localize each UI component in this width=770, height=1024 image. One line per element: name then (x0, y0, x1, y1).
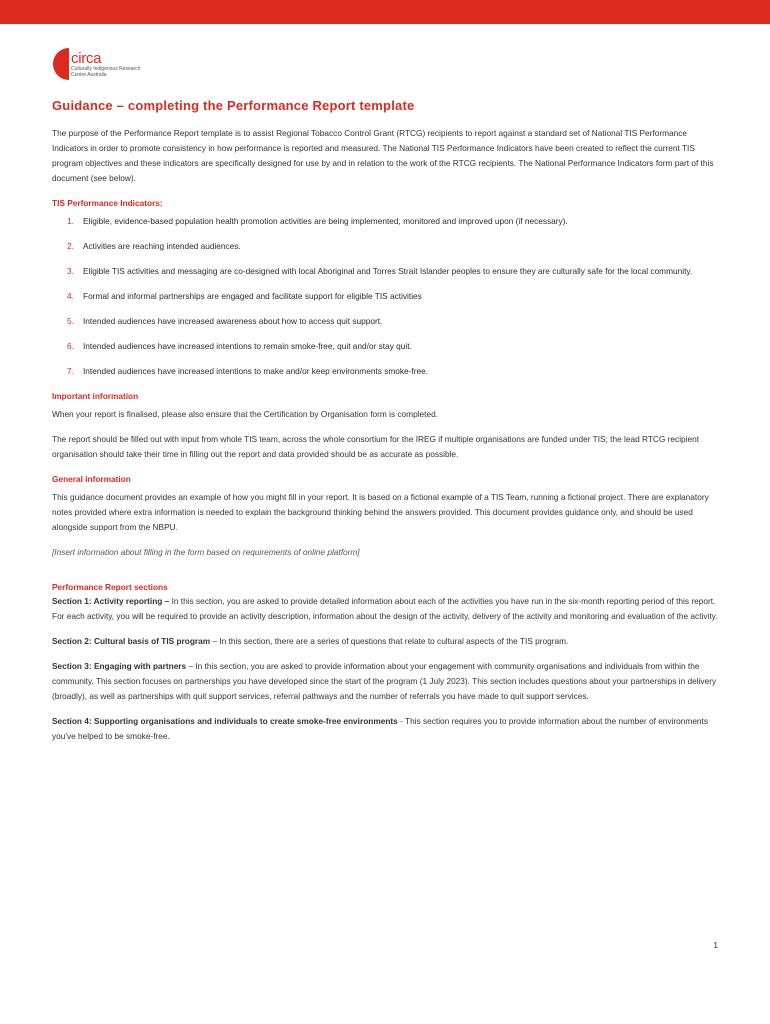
list-number: 4. (67, 291, 74, 301)
list-text: Intended audiences have increased intentions to make and/or keep environments smoke-free. (83, 366, 428, 376)
sections-heading: Performance Report sections (52, 582, 168, 592)
indicators-heading: TIS Performance Indicators: (52, 198, 163, 208)
page-title: Guidance – completing the Performance Report template (52, 98, 415, 113)
section-1-paragraph (52, 594, 718, 624)
logo-wordmark: circa (71, 50, 102, 67)
header-bar (0, 0, 770, 24)
indicators-list (52, 214, 718, 379)
important-heading: Important information (52, 391, 139, 401)
document-body (52, 98, 718, 754)
list-item (52, 289, 718, 304)
list-item (52, 214, 718, 229)
section-2-text: – In this section, there are a series of questions that relate to cultural aspects of the TIS program. (210, 636, 569, 646)
list-item (52, 239, 718, 254)
important-paragraph-2: The report should be filled out with input from whole TIS team, across the whole consortium for the IREG if multiple organisations are funded under TIS; the lead RTCG recipient organisation should take their time in filling out the report and data provided should be as accurate as possible. (52, 434, 700, 459)
section-3-label: Section 3: Engaging with partners (52, 661, 187, 671)
general-heading: General information (52, 474, 131, 484)
list-item (52, 264, 718, 279)
placeholder-note: [Insert information about filling in the form based on requirements of online platform] (52, 547, 360, 557)
section-2-label: Section 2: Cultural basis of TIS program (52, 636, 211, 646)
section-1-text: In this section, you are asked to provide detailed information about each of the activities you have run in the six-month reporting period of this report. For each activity, you will be required to provide an activity description, information about the design of the activity, delivery of the activity and monitoring and evaluation of the activity. (52, 596, 718, 621)
list-item (52, 314, 718, 329)
list-number: 2. (67, 241, 74, 251)
list-item (52, 339, 718, 354)
list-number: 5. (67, 316, 74, 326)
section-4-text: - This section requires you to provide information about the number of environments you've helped to be smoke-free. (52, 716, 709, 741)
list-number: 6. (67, 341, 74, 351)
list-text: Eligible, evidence-based population health promotion activities are being implemented, monitored and improved upon (if necessary). (83, 216, 568, 226)
logo-subtitle: Culturally Indigenous Research Centre Australia (71, 66, 141, 78)
intro-paragraph: The purpose of the Performance Report template is to assist Regional Tobacco Control Grant (RTCG) recipients to report against a standard set of National TIS Performance Indicators in order to promote consistency in how performance is reported and measured. The National TIS Performance Indicators have been created to reflect the current TIS program objectives and these indicators are specifically designed for use by and in relation to the work of the RTCG recipients. The National Performance Indicators form part of this document (see below). (52, 128, 714, 183)
section-4-paragraph (52, 714, 718, 744)
list-text: Intended audiences have increased intentions to remain smoke-free, quit and/or stay quit. (83, 341, 412, 351)
logo-mark-icon (52, 46, 72, 82)
section-4-label: Section 4: Supporting organisations and individuals to create smoke-free environments (52, 716, 398, 726)
section-2-paragraph (52, 634, 718, 649)
section-1-label: Section 1: Activity reporting – (52, 596, 170, 606)
list-number: 1. (67, 216, 74, 226)
section-3-paragraph (52, 659, 718, 704)
important-paragraph-1: When your report is finalised, please also ensure that the Certification by Organisation form is completed. (52, 409, 438, 419)
list-text: Intended audiences have increased awareness about how to access quit support. (83, 316, 383, 326)
list-text: Activities are reaching intended audiences. (83, 241, 241, 251)
list-text: Formal and informal partnerships are engaged and facilitate support for eligible TIS activities (83, 291, 422, 301)
list-number: 7. (67, 366, 74, 376)
list-item (52, 364, 718, 379)
page-number: 1 (713, 940, 718, 950)
list-text: Eligible TIS activities and messaging are co-designed with local Aboriginal and Torres Strait Islander peoples to ensure they are culturally safe for the local community. (83, 266, 693, 276)
section-3-text: – In this section, you are asked to provide information about your engagement with community organisations and individuals from within the community. This section focuses on partnerships you have developed since the start of the program (1 July 2023). This section includes questions about your partnerships in delivery (broadly), as well as partnerships with quit support services, referral pathways and the number of referrals you have made to quit support services. (52, 661, 717, 701)
circa-logo (52, 46, 162, 86)
general-paragraph: This guidance document provides an example of how you might fill in your report. It is based on a fictional example of a TIS Team, running a fictional project. There are explanatory notes provided where extra information is needed to explain the background thinking behind the answers provided. This document provides guidance only, and should be used alongside support from the NBPU. (52, 492, 709, 532)
list-number: 3. (67, 266, 74, 276)
